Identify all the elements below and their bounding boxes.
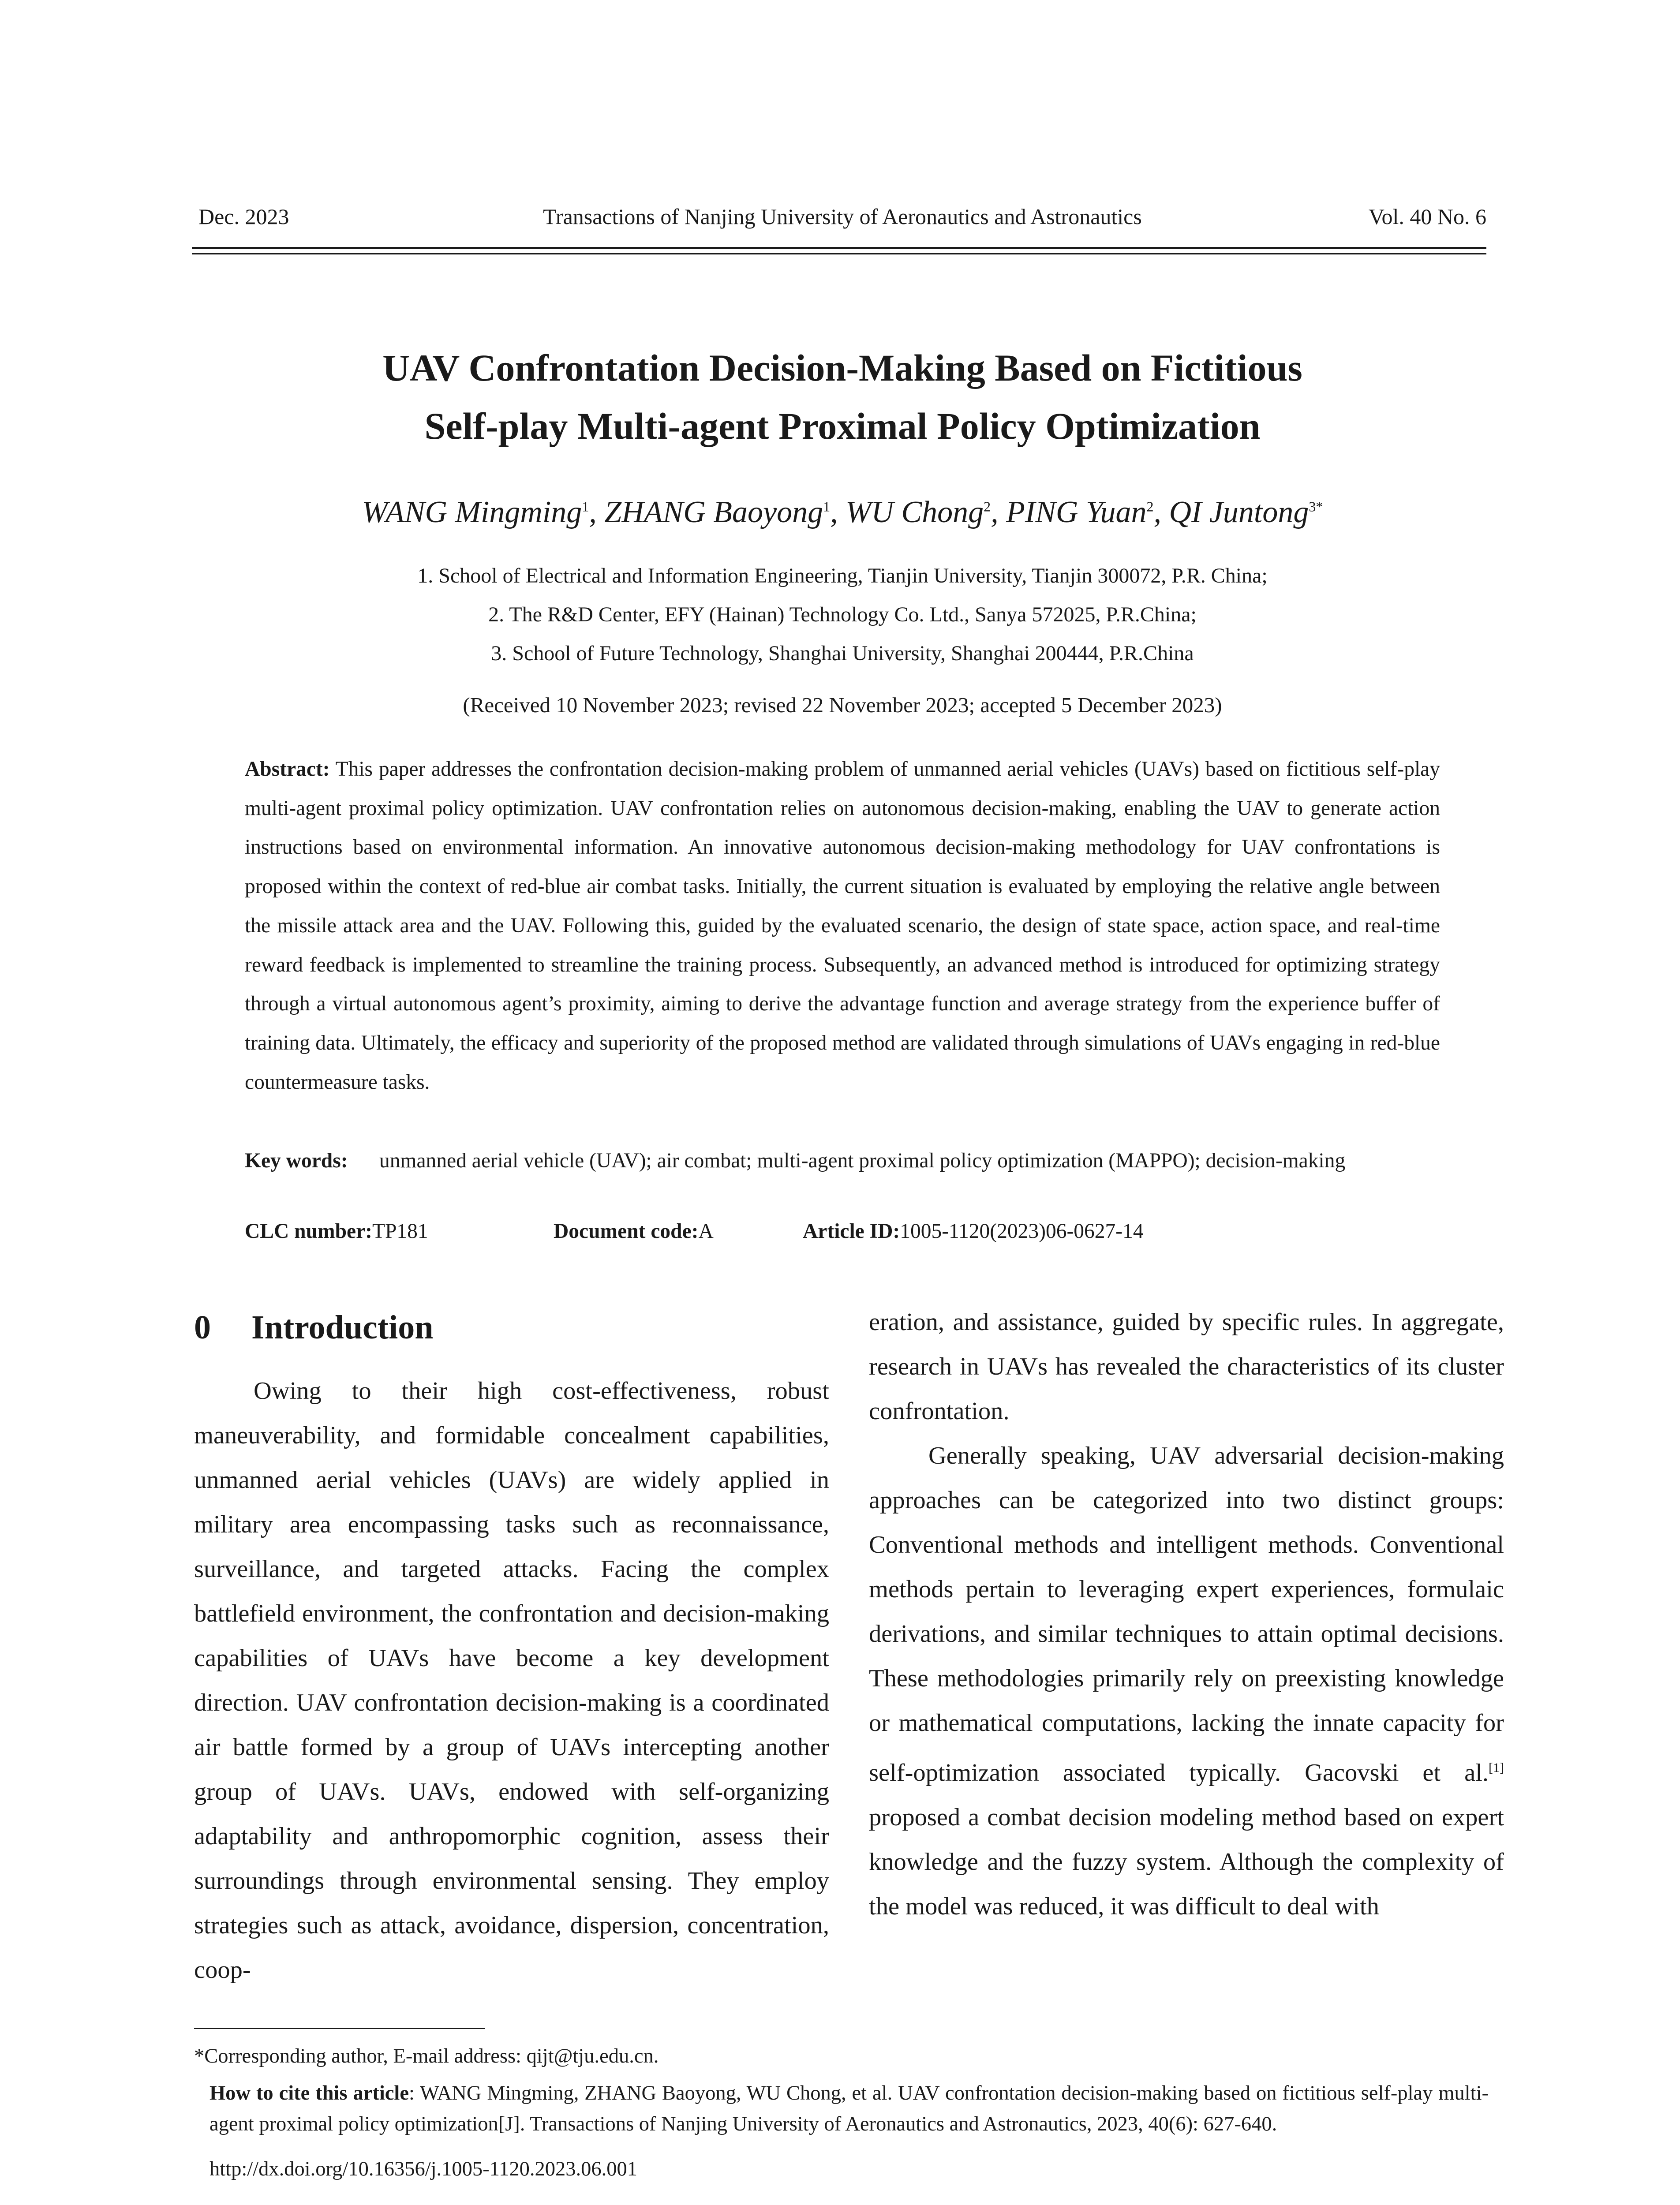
header-rule-thick xyxy=(192,247,1486,249)
paragraph xyxy=(869,1434,1504,1929)
abstract xyxy=(245,750,1440,1102)
document-code-value: A xyxy=(698,1220,714,1243)
author-name: ZHANG Baoyong xyxy=(604,495,823,529)
paper-title xyxy=(198,339,1486,455)
section-title: Introduction xyxy=(251,1309,434,1346)
issue-date: Dec. 2023 xyxy=(198,204,289,229)
abstract-label: Abstract: xyxy=(245,758,330,781)
footnotes xyxy=(194,2041,1489,2185)
author-affiliation-mark: 2 xyxy=(984,498,991,515)
author-list: WANG Mingming$^1$, ZHANG Baoyong$^1$, WU Chong$^2$, PING Yuan$^2$, QI Juntong$^{3*}$ xyxy=(362,495,1323,529)
author-name: QI Juntong xyxy=(1169,495,1309,529)
right-column xyxy=(869,1300,1504,1929)
footnote-rule xyxy=(194,2028,485,2029)
abstract-text: This paper addresses the confrontation decision-making problem of unmanned aerial vehicles (UAVs) based on fictitious self-play multi-agent proximal policy optimization. UAV confrontation relies on autonomous decision-making, enabling the UAV to generate action instructions based on environmental information. An innovative autonomous decision-making methodology for UAV confrontations is proposed within the context of red-blue air combat tasks. Initially, the current situation is evaluated by employing the relative angle between the missile attack area and the UAV. Following this, guided by the evaluated scenario, the design of state space, action space, and real-time reward feedback is implemented to streamline the training process. Subsequently, an advanced method is introduced for optimizing strategy through a virtual autonomous agent’s proximity, aiming to derive the advantage function and average strategy from the experience buffer of training data. Ultimately, the efficacy and superiority of the proposed method are validated through simulations of UAVs engaging in red-blue countermeasure tasks. xyxy=(245,758,1440,1094)
citation-note xyxy=(210,2078,1489,2140)
running-header xyxy=(198,204,1486,230)
author-affiliation-mark: 2 xyxy=(1146,498,1154,515)
paragraph: Owing to their high cost-effectiveness, robust maneuverability, and formidable concealment capabilities, unmanned aerial vehicles (UAVs) are widely applied in military area encompassing tasks such as reconnaissance, surveillance, and targeted attacks. Facing the complex battlefield environment, the confrontation and decision-making capabilities of UAVs have become a key development direction. UAV confrontation decision-making is a coordinated air battle formed by a group of UAVs intercepting another group of UAVs. UAVs, endowed with self-organizing adaptability and anthropomorphic cognition, assess their surroundings through environmental sensing. They employ strategies such as attack, avoidance, dispersion, concentration, coop- xyxy=(194,1377,829,1984)
volume-number: Vol. 40 No. 6 xyxy=(1368,204,1486,229)
author-affiliation-mark: 3* xyxy=(1309,498,1323,515)
article-id-value: 1005-1120(2023)06-0627-14 xyxy=(900,1220,1144,1243)
section-number: 0 xyxy=(194,1309,211,1346)
paragraph-text: proposed a combat decision modeling method based on expert knowledge and the fuzzy system. Although the complexity of the model was reduced, it was difficult to deal with xyxy=(869,1803,1504,1920)
clc-label: CLC number: xyxy=(245,1220,372,1243)
title-line-2: Self-play Multi-agent Proximal Policy Optimization xyxy=(424,405,1261,447)
author-name: WU Chong xyxy=(846,495,984,529)
corresponding-author-note: *Corresponding author, E-mail address: qijt@tju.edu.cn. xyxy=(194,2045,659,2067)
citation-ref: [1] xyxy=(1489,1760,1504,1775)
title-line-1: UAV Confrontation Decision-Making Based on Fictitious xyxy=(382,347,1302,389)
keywords-text: unmanned aerial vehicle (UAV); air combat; multi-agent proximal policy optimization (MAPPO); decision-making xyxy=(379,1149,1346,1172)
keywords xyxy=(245,1141,1440,1181)
affiliation-1: 1. School of Electrical and Information Engineering, Tianjin University, Tianjin 300072, P.R. China; xyxy=(417,564,1268,587)
article-id-label: Article ID: xyxy=(803,1220,900,1243)
author-affiliation-mark: 1 xyxy=(582,498,589,515)
author-name: WANG Mingming xyxy=(362,495,582,529)
keywords-label: Key words: xyxy=(245,1149,348,1172)
citation-text: : WANG Mingming, ZHANG Baoyong, WU Chong, et al. UAV confrontation decision-making based on fictitious self-play multi-agent proximal policy optimization[J]. Transactions of Nanjing University of Aeronautics and Astronautics, 2023, 40(6): 627-640. xyxy=(210,2082,1489,2135)
paragraph-text: Generally speaking, UAV adversarial decision-making approaches can be categorized into two distinct groups: Conventional methods and intelligent methods. Conventional methods pertain to leveraging expert experiences, formulaic derivations, and similar techniques to attain optimal decisions. These methodologies primarily rely on preexisting knowledge or mathematical computations, lacking the innate capacity for self-optimization associated typically. Gacovski et al. xyxy=(869,1442,1504,1786)
affiliation-list xyxy=(198,557,1486,673)
doi-link[interactable]: http://dx.doi.org/10.16356/j.1005-1120.2023.06.001 xyxy=(210,2158,638,2180)
received-dates: (Received 10 November 2023; revised 22 November 2023; accepted 5 December 2023) xyxy=(463,693,1222,717)
citation-label: How to cite this article xyxy=(210,2082,409,2104)
left-column xyxy=(194,1305,829,1992)
clc-value: TP181 xyxy=(372,1220,428,1243)
affiliation-2: 2. The R&D Center, EFY (Hainan) Technology Co. Ltd., Sanya 572025, P.R.China; xyxy=(488,603,1197,626)
author-affiliation-mark: 1 xyxy=(823,498,831,515)
affiliation-3: 3. School of Future Technology, Shanghai University, Shanghai 200444, P.R.China xyxy=(491,642,1194,665)
journal-name: Transactions of Nanjing University of Aeronautics and Astronautics xyxy=(543,204,1142,229)
header-rule-thin xyxy=(192,253,1486,254)
section-heading xyxy=(194,1305,829,1349)
document-code-label: Document code: xyxy=(554,1220,699,1243)
author-name: PING Yuan xyxy=(1006,495,1147,529)
paragraph-continued: eration, and assistance, guided by specific rules. In aggregate, research in UAVs has revealed the characteristics of its cluster confrontation. xyxy=(869,1308,1504,1425)
